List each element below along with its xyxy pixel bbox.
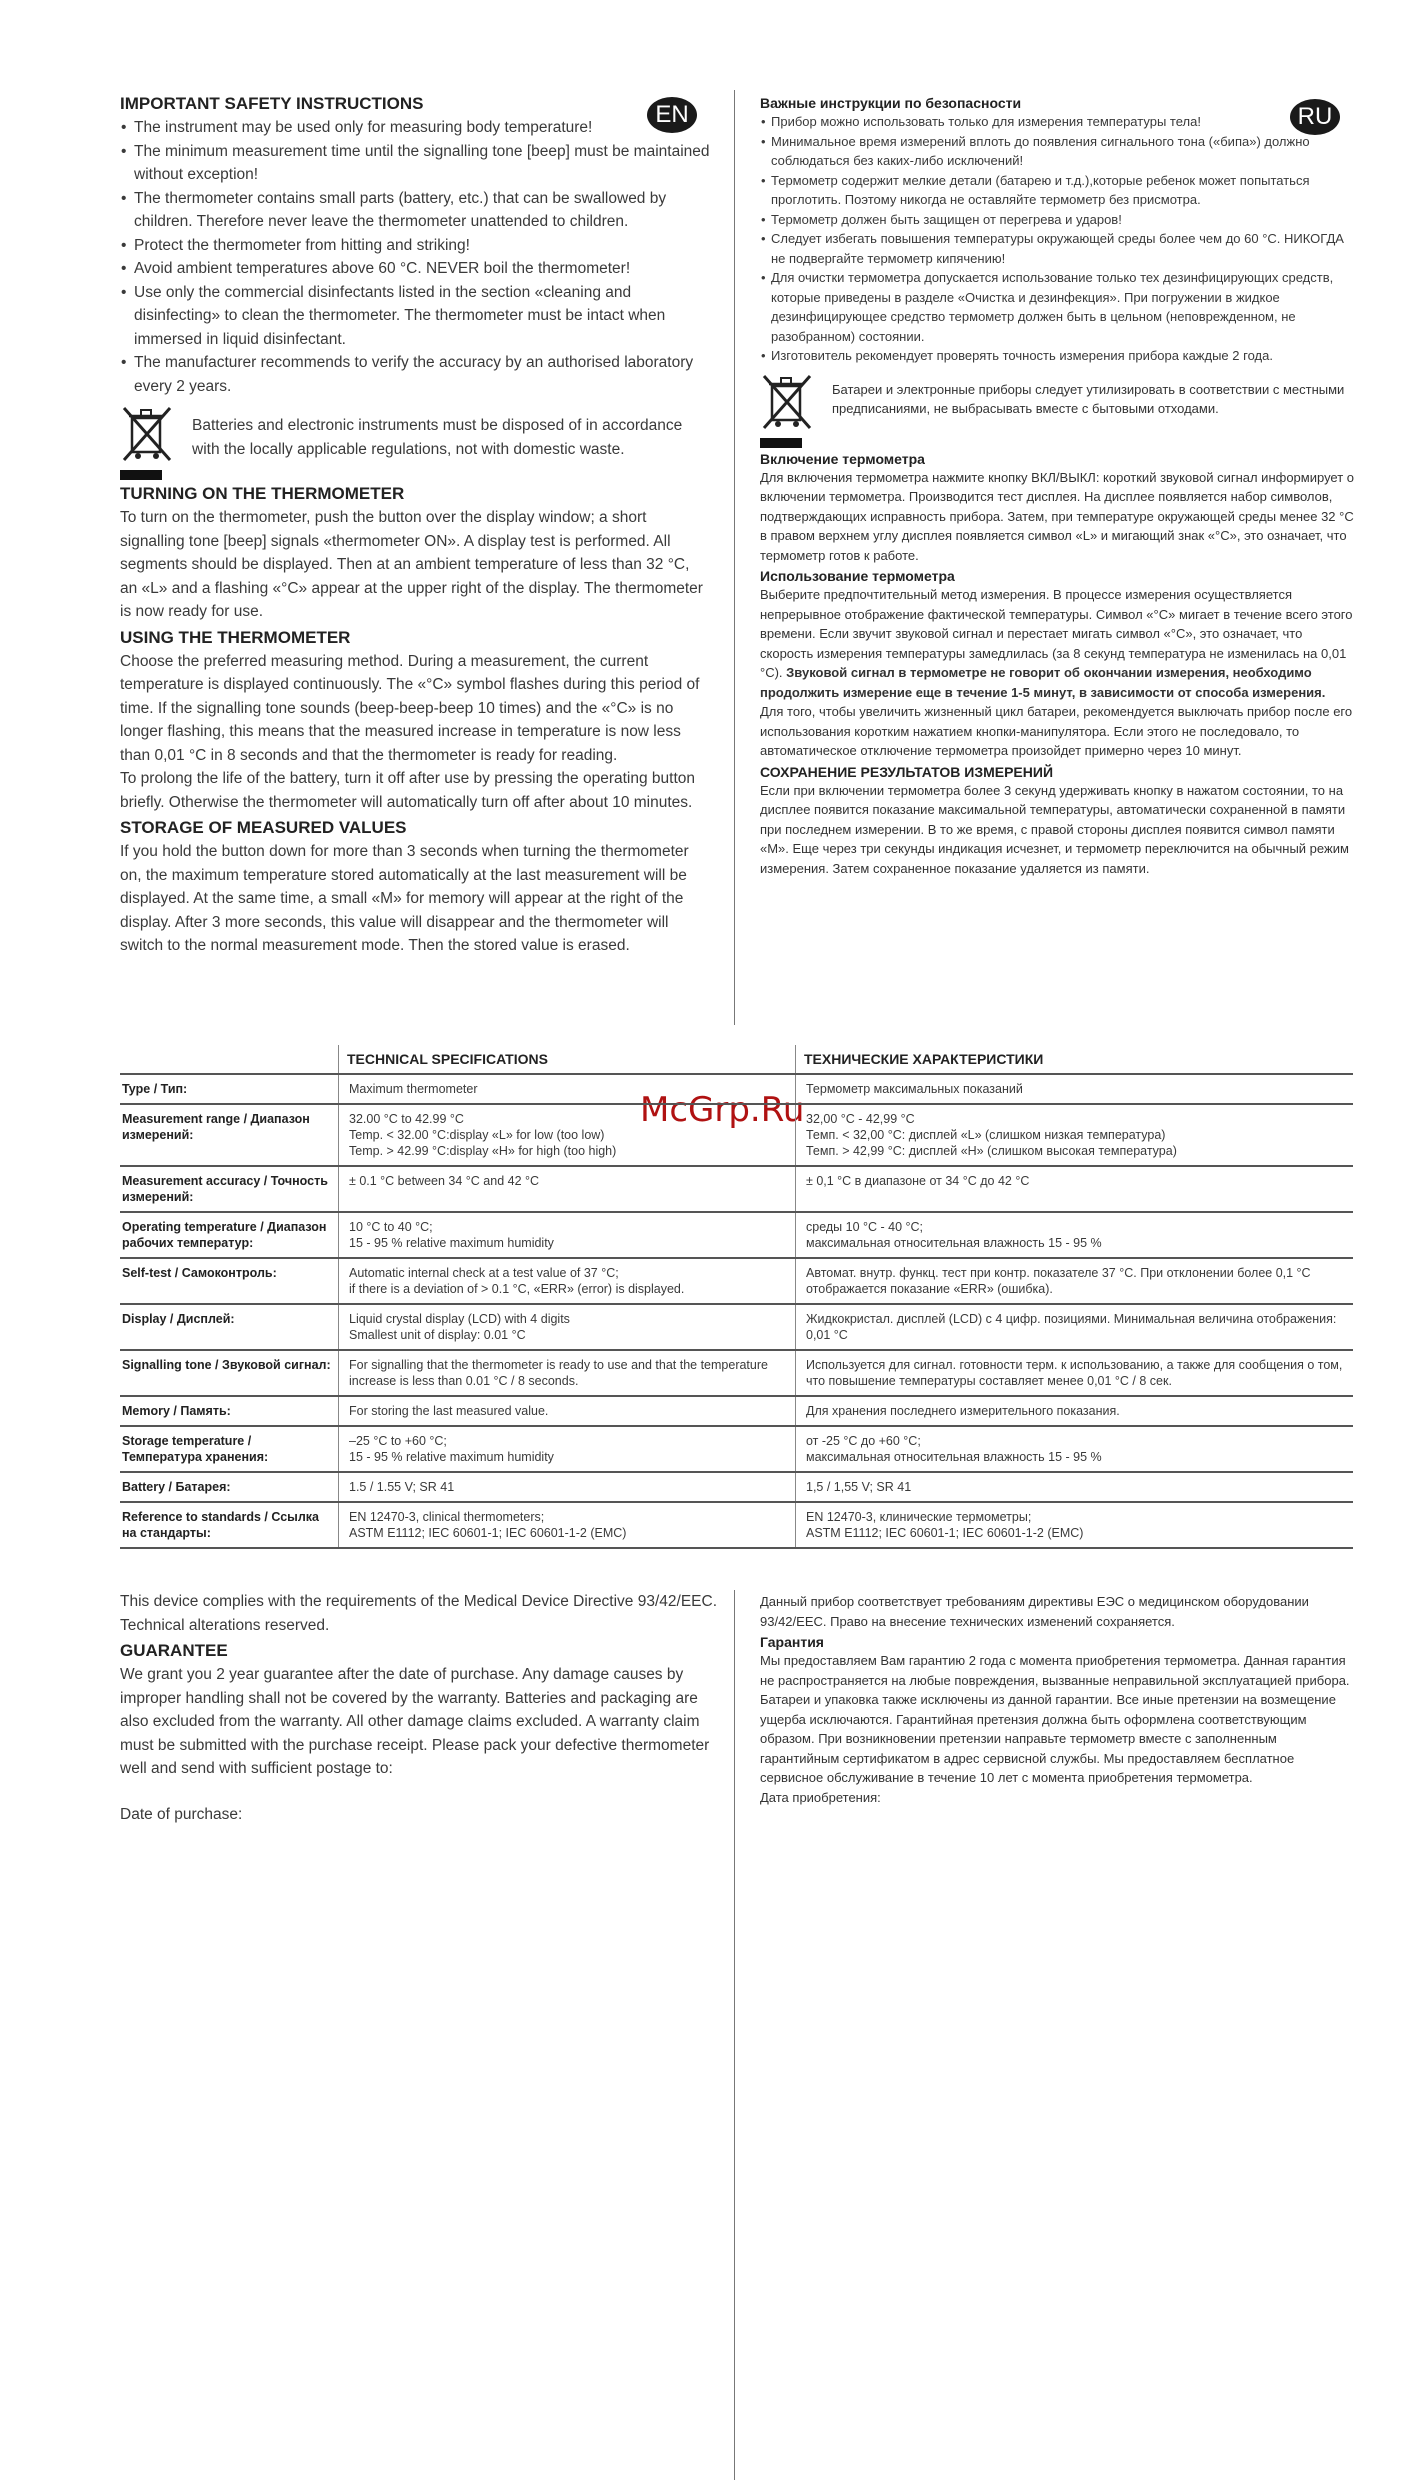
ru-safety-title: Важные инструкции по безопасности xyxy=(760,95,1022,111)
list-item: • Следует избегать повышения температуры окружающей среды более чем до 60 °С. НИКОГДА не подвергайте термометр кипячению! xyxy=(760,229,1355,268)
ru-using-text-plain: Выберите предпочтительный метод измерения. В процессе измерения осуществляется непрерывное отображение фактической температуры. Символ «°С» мигает в течение всего этого времени. Если звучит звуковой сигнал и перестает мигать символ «°С», это означает, что скорость измерения температуры замедлилась (за 8 секунд температура не изменилась на 0,01 °С). xyxy=(760,587,1353,680)
list-item: • Термометр содержит мелкие детали (батарею и т.д.),которые ребенок может попытаться проглотить. Поэтому никогда не оставляйте термометр без присмотра. xyxy=(760,171,1355,210)
spec-label: Measurement range / Диапазон измерений: xyxy=(120,1104,339,1166)
spec-value-en: 32.00 °C to 42.99 °C Temp. < 32.00 °C:display «L» for low (too low) Temp. > 42.99 °C:display «H» for high (too high) xyxy=(339,1104,796,1166)
list-item: • Для очистки термометра допускается использование только тех дезинфицирующих средств, которые приведены в разделе «Очистка и дезинфекция». При погружении в жидкое дезинфицирующее средство термометр должен быть в цельном (неповрежденном, не разобранном) состоянии. xyxy=(760,268,1355,346)
spec-value-en: ± 0.1 °C between 34 °C and 42 °C xyxy=(339,1166,796,1212)
en-turning-on-title: TURNING ON THE THERMOMETER xyxy=(120,484,405,503)
spec-value-ru: Жидкокристал. дисплей (LCD) с 4 цифр. позициями. Минимальная величина отображения: 0,01 °С xyxy=(796,1304,1354,1350)
ru-using-text-bold: Звуковой сигнал в термометре не говорит об окончании измерения, необходимо продолжить измерение еще в течение 1-5 минут, в зависимости от способа измерения. xyxy=(760,665,1326,700)
en-storage-title: STORAGE OF MEASURED VALUES xyxy=(120,818,407,837)
ru-disposal-text: Батареи и электронные приборы следует утилизировать в соответствии с местными предписаниями, не выбрасывать вместе с бытовыми отходами. xyxy=(832,381,1345,416)
specs-body xyxy=(120,1074,1353,1548)
specs-header-en: TECHNICAL SPECIFICATIONS xyxy=(339,1045,796,1074)
list-item: • The instrument may be used only for measuring body temperature! xyxy=(120,116,710,140)
en-safety-list xyxy=(120,116,710,398)
spec-value-ru: EN 12470-3, клинические термометры; ASTM E1112; IEC 60601-1; IEC 60601-1-2 (EMC) xyxy=(796,1502,1354,1548)
ru-safety-list xyxy=(760,112,1355,366)
ru-using-text2: Для того, чтобы увеличить жизненный цикл батареи, рекомендуется выключать прибор после его использования коротким нажатием кнопки-манипулятора. Если этого не последовало, то автоматическое отключение термометра произойдет примерно через 10 минут. xyxy=(760,704,1353,758)
watermark-text: McGrp.Ru xyxy=(640,1090,805,1130)
list-item: • Use only the commercial disinfectants listed in the section «cleaning and disinfecting» to clean the thermometer. The thermometer must be intact when immersed in liquid disinfectant. xyxy=(120,281,710,352)
list-item: • Изготовитель рекомендует проверять точность измерения прибора каждые 2 года. xyxy=(760,346,1355,366)
footer-column-divider xyxy=(734,1590,735,2480)
list-item: • Прибор можно использовать только для измерения температуры тела! xyxy=(760,112,1355,132)
spec-value-ru: Используется для сигнал. готовности терм. к использованию, а также для сообщения о том, что повышение температуры составляет менее 0,01 °С / 8 сек. xyxy=(796,1350,1354,1396)
crossed-bin-icon xyxy=(760,372,814,432)
spec-value-en: 10 °C to 40 °C; 15 - 95 % relative maximum humidity xyxy=(339,1212,796,1258)
list-item: • Avoid ambient temperatures above 60 °C. NEVER boil the thermometer! xyxy=(120,257,710,281)
ru-guarantee-title: Гарантия xyxy=(760,1634,824,1650)
spec-value-ru: 1,5 / 1,55 V; SR 41 xyxy=(796,1472,1354,1502)
table-corner xyxy=(120,1045,339,1074)
ru-directive-text: Данный прибор соответствует требованиям директивы ЕЭС о медицинском оборудовании 93/42/EEC. Право на внесение технических изменений сохраняется. xyxy=(760,1594,1309,1629)
spec-label: Measurement accuracy / Точность измерений: xyxy=(120,1166,339,1212)
en-safety-title: IMPORTANT SAFETY INSTRUCTIONS xyxy=(120,94,424,113)
table-row xyxy=(120,1350,1353,1396)
spec-value-ru: от -25 °С до +60 °С; максимальная относительная влажность 15 - 95 % xyxy=(796,1426,1354,1472)
specifications-table xyxy=(120,1045,1353,1549)
list-item: • Protect the thermometer from hitting and striking! xyxy=(120,234,710,258)
ru-guarantee-text: Мы предоставляем Вам гарантию 2 года с момента приобретения термометра. Данная гарантия не распространяется на любые повреждения, вызванные неправильной эксплуатацией прибора. Батареи и упаковка также исключены из данной гарантии. Все иные претензии на возмещение ущерба исключаются. Гарантийная претензия должна быть оформлена соответствующим образом. При возникновении претензии направьте термометр вместе с заполненным гарантийным сертификатом в адрес сервисной службы. Мы предоставляем бесплатное сервисное обслуживание в течение 10 лет с момента приобретения термометра. xyxy=(760,1653,1350,1785)
en-using-text2: To prolong the life of the battery, turn it off after use by pressing the operating button briefly. Otherwise the thermometer will automatically turn off after about 10 minutes. xyxy=(120,770,696,811)
list-item: • Минимальное время измерений вплоть до появления сигнального тона («бипа») должно соблюдаться без каких-либо исключений! xyxy=(760,132,1355,171)
table-row xyxy=(120,1426,1353,1472)
ru-using-text xyxy=(760,585,1355,702)
en-guarantee-text: We grant you 2 year guarantee after the date of purchase. Any damage causes by improper handling shall not be covered by the warranty. Batteries and packaging are also excluded from the warranty. All other damage claims excluded. A warranty claim must be submitted with the purchase receipt. Please pack your defective thermometer well and send with sufficient postage to: xyxy=(120,1666,710,1777)
table-row xyxy=(120,1502,1353,1548)
spec-label: Signalling tone / Звуковой сигнал: xyxy=(120,1350,339,1396)
en-storage-text: If you hold the button down for more than 3 seconds when turning the thermometer on, the maximum temperature stored automatically at the last measurement will be displayed. At the same time, a small «M» for memory will appear at the right of the display. After 3 more seconds, this value will disappear and the thermometer will switch to the normal measurement mode. Then the stored value is erased. xyxy=(120,843,689,954)
table-row xyxy=(120,1212,1353,1258)
en-disposal-notice xyxy=(120,404,710,464)
spec-label: Display / Дисплей: xyxy=(120,1304,339,1350)
spec-value-en: Maximum thermometer xyxy=(339,1074,796,1104)
ru-turning-on-title: Включение термометра xyxy=(760,450,925,467)
column-divider xyxy=(734,90,735,1025)
spec-value-ru: среды 10 °С - 40 °С; максимальная относительная влажность 15 - 95 % xyxy=(796,1212,1354,1258)
table-row xyxy=(120,1104,1353,1166)
spec-label: Operating temperature / Диапазон рабочих температур: xyxy=(120,1212,339,1258)
spec-value-ru: Термометр максимальных показаний xyxy=(796,1074,1354,1104)
table-row xyxy=(120,1074,1353,1104)
spec-label: Memory / Память: xyxy=(120,1396,339,1426)
spec-value-ru: 32,00 °С - 42,99 °С Темп. < 32,00 °С: дисплей «L» (слишком низкая температура) Темп. > 42,99 °С: дисплей «Н» (слишком высокая температура) xyxy=(796,1104,1354,1166)
spec-value-ru: Для хранения последнего измерительного показания. xyxy=(796,1396,1354,1426)
en-language-badge: EN xyxy=(647,97,697,133)
spec-value-en: Automatic internal check at a test value of 37 °C; if there is a deviation of > 0.1 °C, «ERR» (error) is displayed. xyxy=(339,1258,796,1304)
spec-label: Reference to standards / Ссылка на стандарты: xyxy=(120,1502,339,1548)
spec-label: Storage temperature / Температура хранения: xyxy=(120,1426,339,1472)
en-guarantee-title: GUARANTEE xyxy=(120,1641,228,1660)
spec-label: Battery / Батарея: xyxy=(120,1472,339,1502)
en-using-title: USING THE THERMOMETER xyxy=(120,627,351,647)
table-row xyxy=(120,1396,1353,1426)
spec-value-en: EN 12470-3, clinical thermometers; ASTM E1112; IEC 60601-1; IEC 60601-1-2 (EMC) xyxy=(339,1502,796,1548)
disposal-bar xyxy=(760,438,802,448)
ru-date-of-purchase: Дата приобретения: xyxy=(760,1789,881,1805)
russian-column xyxy=(760,92,1355,878)
russian-footer xyxy=(760,1592,1350,1807)
spec-value-en: Liquid crystal display (LCD) with 4 digits Smallest unit of display: 0.01 °C xyxy=(339,1304,796,1350)
english-column xyxy=(120,90,710,958)
en-date-of-purchase: Date of purchase: xyxy=(120,1805,243,1823)
spec-value-en: For signalling that the thermometer is ready to use and that the temperature increase is less than 0.01 °C / 8 seconds. xyxy=(339,1350,796,1396)
ru-turning-on-text: Для включения термометра нажмите кнопку ВКЛ/ВЫКЛ: короткий звуковой сигнал информирует о включении термометра. Производится тест дисплея. На дисплее появляется набор символов, подтверждающих исправность прибора. Затем, при температуре окружающей среды менее 32 °С в правом верхнем углу дисплея появляется символ «L» и мигающий знак «°С», это означает, что термометр готов к работе. xyxy=(760,469,1355,563)
en-directive-text: This device complies with the requirements of the Medical Device Directive 93/42/EEC. Technical alterations reserved. xyxy=(120,1593,718,1634)
table-row xyxy=(120,1304,1353,1350)
spec-label: Self-test / Самоконтроль: xyxy=(120,1258,339,1304)
crossed-bin-icon xyxy=(120,404,174,464)
disposal-bar xyxy=(120,470,162,480)
english-footer xyxy=(120,1590,720,1826)
specs-header-ru: ТЕХНИЧЕСКИЕ ХАРАКТЕРИСТИКИ xyxy=(796,1045,1354,1074)
list-item: • Термометр должен быть защищен от перегрева и ударов! xyxy=(760,210,1355,230)
ru-language-badge: RU xyxy=(1290,99,1340,135)
spec-value-en: –25 °C to +60 °C; 15 - 95 % relative maximum humidity xyxy=(339,1426,796,1472)
ru-using-title: Использование термометра xyxy=(760,568,955,584)
ru-disposal-notice xyxy=(760,372,1355,432)
spec-value-en: 1.5 / 1.55 V; SR 41 xyxy=(339,1472,796,1502)
table-row xyxy=(120,1258,1353,1304)
en-using-text: Choose the preferred measuring method. During a measurement, the current temperature is displayed continuously. The «°C» symbol flashes during this period of time. If the signalling tone sounds (beep-beep-beep 10 times) and the «°C» is no longer flashing, this means that the measured increase in temperature is now less than 0,01 °C in 8 seconds and that the thermometer is ready for reading. xyxy=(120,652,700,764)
list-item: • The thermometer contains small parts (battery, etc.) that can be swallowed by children. Therefore never leave the thermometer unattended to children. xyxy=(120,187,710,234)
ru-storage-title: СОХРАНЕНИЕ РЕЗУЛЬТАТОВ ИЗМЕРЕНИЙ xyxy=(760,763,1054,780)
table-row xyxy=(120,1166,1353,1212)
en-turning-on-text: To turn on the thermometer, push the button over the display window; a short signalling tone [beep] signals «thermometer ON». A display test is performed. All segments should be displayed. Then at an ambient temperature of less than 32 °C, an «L» and a flashing «°C» appear at the upper right of the display. The thermometer is now ready for use. xyxy=(120,509,703,620)
list-item: • The manufacturer recommends to verify the accuracy by an authorised laboratory every 2 years. xyxy=(120,351,710,398)
spec-label: Type / Тип: xyxy=(120,1074,339,1104)
en-disposal-text: Batteries and electronic instruments must be disposed of in accordance with the locally applicable regulations, not with domestic waste. xyxy=(192,417,683,458)
table-row xyxy=(120,1472,1353,1502)
spec-value-ru: Автомат. внутр. функц. тест при контр. показателе 37 °С. При отклонении более 0,1 °С отображается показание «ERR» (ошибка). xyxy=(796,1258,1354,1304)
ru-storage-text: Если при включении термометра более 3 секунд удерживать кнопку в нажатом состоянии, то на дисплее появится показание максимальной температуры, автоматически сохраненной в памяти при последнем измерении. В то же время, с правой стороны дисплея появится символ памяти «М». Еще через три секунды индикация исчезнет, и термометр переключится на обычный режим измерения. Затем сохраненное показание удаляется из памяти. xyxy=(760,782,1349,876)
list-item: • The minimum measurement time until the signalling tone [beep] must be maintained without exception! xyxy=(120,140,710,187)
spec-value-en: For storing the last measured value. xyxy=(339,1396,796,1426)
spec-value-ru: ± 0,1 °С в диапазоне от 34 °С до 42 °С xyxy=(796,1166,1354,1212)
